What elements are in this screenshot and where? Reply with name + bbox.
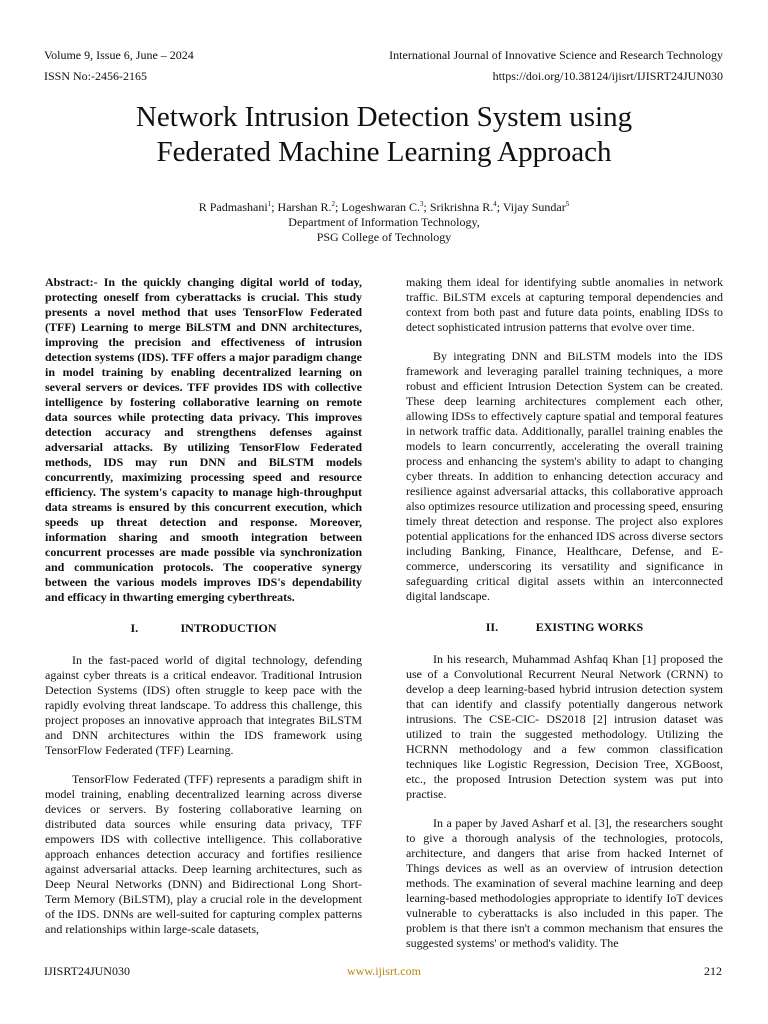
- section-heading-introduction: [45, 621, 362, 636]
- section-heading-existing-works: [406, 620, 723, 635]
- author-name: ; Harshan R.: [271, 200, 332, 214]
- paragraph: In the fast-paced world of digital technology, defending against cyber threats is a critical endeavor. Traditional Intrusion Detection Systems (IDS) often struggle to keep pace with the rapidly evolving threat landscape. To address this challenge, this project proposes an innovative approach that integrates BiLSTM and DNN architectures within the IDS framework using TensorFlow Federated (TFF) Learning.: [45, 653, 362, 757]
- paragraph: By integrating DNN and BiLSTM models into the IDS framework and leveraging parallel training techniques, a more robust and efficient Intrusion Detection System can be created. These deep learning architectures complement each other, allowing IDSs to effectively capture spatial and temporal features in network traffic data. Additionally, parallel training enables the models to learn concurrently, accelerating the overall training process and enhancing the system's ability to adapt to changing cyber threats. In addition to enhancing detection accuracy and resilience against adversarial attacks, this collaborative approach also optimizes resource utilization and processing speed, ensuring timely threat detection and response. The project also explores potential applications for the enhanced IDS across diverse sectors including Banking, Finance, Healthcare, Defense, and E-commerce, underscoring its versatility and significance in safeguarding critical digital assets within an interconnected digital landscape.: [406, 349, 723, 603]
- paragraph: making them ideal for identifying subtle anomalies in network traffic. BiLSTM excels at capturing temporal dependencies and context from both past and future data points, enabling IDSs to detect sophisticated intrusion patterns that evolve over time.: [406, 275, 723, 334]
- journal-name: International Journal of Innovative Science and Research Technology: [389, 48, 723, 62]
- section-title: INTRODUCTION: [180, 621, 277, 635]
- author-name: ; Vijay Sundar: [496, 200, 566, 214]
- author-block: [0, 200, 768, 245]
- affiliation-sup: 3: [420, 200, 424, 208]
- author-list: [0, 200, 768, 215]
- author-name: R Padmashani: [198, 200, 268, 214]
- right-column: [406, 275, 723, 965]
- journal-issn: ISSN No:-2456-2165: [44, 69, 148, 83]
- paragraph: In his research, Muhammad Ashfaq Khan [1] proposed the use of a Convolutional Recurrent Neural Network (CRNN) to develop a deep learning-based hybrid intrusion detection system that can identify and classify potentially dangerous network intrusions. The CSE-CIC- DS2018 [2] intrusion dataset was utilized to train the suggested methodology. Utilizing the HCRNN methodology and a few common classification techniques like Logistic Regression, Decision Tree, XGBoost, etc., the proposed Intrusion Detection system was put into practise.: [406, 652, 723, 801]
- abstract: Abstract:- In the quickly changing digital world of today, protecting oneself from cyberattacks is crucial. This study presents a novel method that uses TensorFlow Federated (TFF) Learning to merge BiLSTM and DNN architectures, improving the precision and effectiveness of intrusion detection systems (IDS). TFF offers a major paradigm change in model training by enabling decentralized learning on several servers or devices. TFF provides IDS with collective intelligence by fostering collaborative learning on remote data sources while protecting data privacy. This improves detection accuracy and strengthens defenses against adversarial attacks. By utilizing TensorFlow Federated methods, IDS may run DNN and BiLSTM models concurrently, maximizing processing speed and resource efficiency. The system's capacity to manage high-throughput data streams is ensured by this concurrent execution, which speeds up threat detection and response. Moreover, information sharing and smooth integration between concurrent processes are made possible via synchronization and communication protocols. The cooperative synergy between the various models improves IDS's dependability and efficacy in thwarting emerging cyberthreats.: [45, 275, 362, 604]
- section-title: EXISTING WORKS: [535, 620, 644, 634]
- affiliation-sup: 2: [331, 200, 336, 208]
- paragraph: TensorFlow Federated (TFF) represents a paradigm shift in model training, enabling decentralized learning across diverse devices or servers. By fostering collaborative learning on distributed data sources while ensuring data privacy, TFF empowers IDS with collective intelligence. This collaborative approach enhances detection accuracy and fortifies resilience against adversarial attacks. Deep learning architectures, such as Deep Neural Networks (DNN) and Bidirectional Long Short-Term Memory (BiLSTM), play a crucial role in the development of the IDS. DNNs are well-suited for capturing complex patterns and relationships within large-scale datasets,: [45, 772, 362, 936]
- section-number: II.: [485, 620, 499, 634]
- affiliation-sup: 4: [493, 200, 497, 208]
- affiliation-sup: 5: [565, 200, 570, 208]
- affiliation-sup: 1: [267, 200, 272, 208]
- institution: PSG College of Technology: [316, 230, 452, 244]
- page-number: 212: [704, 964, 722, 978]
- author-name: ; Srikrishna R.: [423, 200, 494, 214]
- journal-volume: Volume 9, Issue 6, June – 2024: [44, 48, 194, 62]
- left-column: [45, 275, 362, 951]
- footer-paper-code: IJISRT24JUN030: [44, 964, 130, 978]
- footer-site-link[interactable]: www.ijisrt.com: [347, 964, 421, 978]
- doi-link[interactable]: https://doi.org/10.38124/ijisrt/IJISRT24JUN030: [492, 69, 723, 83]
- section-number: I.: [130, 621, 139, 635]
- paper-title-line1: Network Intrusion Detection System using: [135, 101, 633, 133]
- paragraph: In a paper by Javed Asharf et al. [3], the researchers sought to give a thorough analysis of the technologies, protocols, architecture, and dangers that arise from hacked Internet of Things devices as well as an overview of intrusion detection methods. The examination of several machine learning and deep learning-based methodologies appropriate to identify IoT devices vulnerable to cyberattacks is also included in this paper. The problem is that there isn't a common mechanism that ensures the suggested systems' or method's validity. The: [406, 816, 723, 950]
- paper-title: [0, 100, 768, 170]
- paper-title-line2: Federated Machine Learning Approach: [156, 136, 612, 168]
- author-name: ; Logeshwaran C.: [335, 200, 421, 214]
- department: Department of Information Technology,: [288, 215, 480, 229]
